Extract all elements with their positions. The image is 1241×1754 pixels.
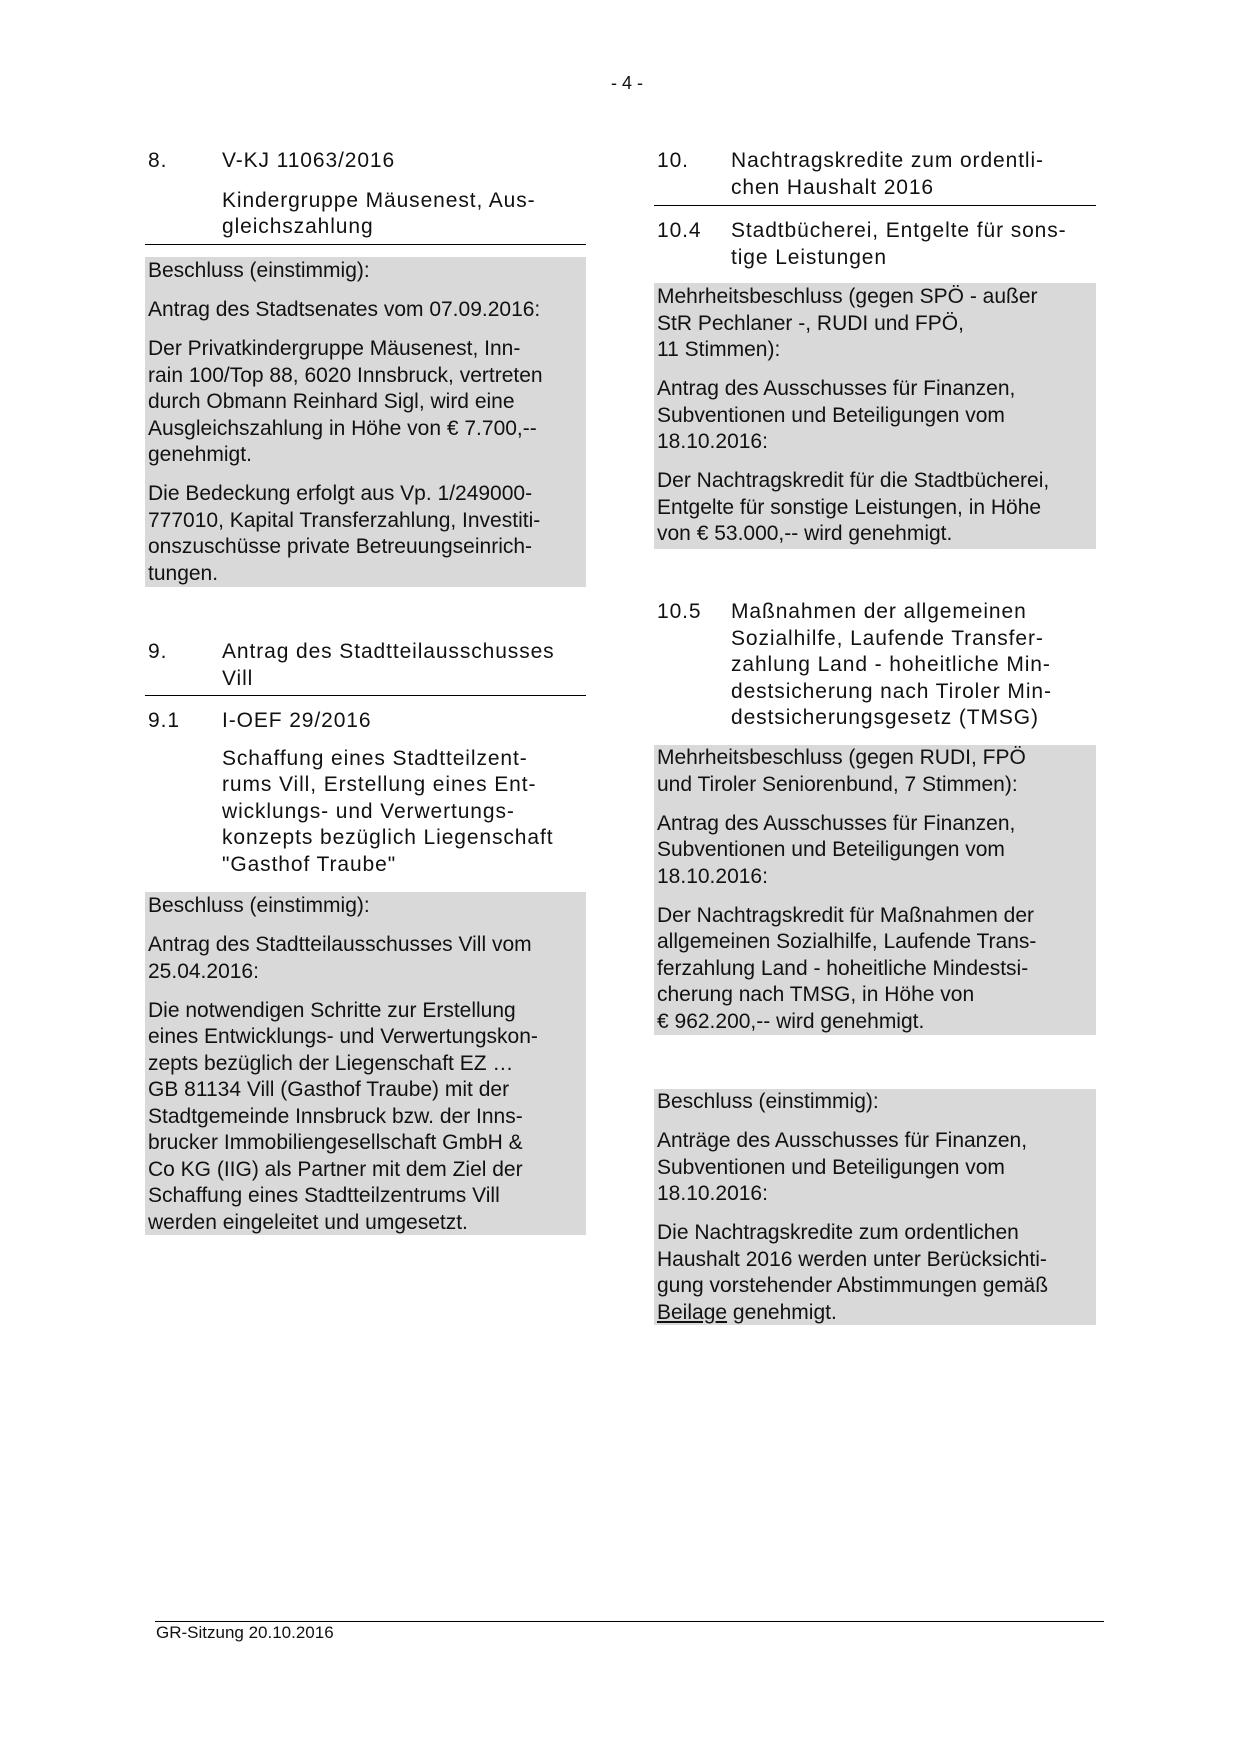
item-reference: V-KJ 11063/2016 <box>222 149 396 172</box>
item-number: 10. <box>657 149 689 172</box>
summary-resolution <box>654 1089 1096 1325</box>
item-10-heading <box>654 148 1096 201</box>
item-title: Nachtragskredite zum ordentli- chen Haushalt 2016 <box>731 149 1044 199</box>
coverage-text: Die Bedeckung erfolgt aus Vp. 1/249000- 777010, Kapital Transferzahlung, Investiti- onszuschüsse private Betreuungseinrich- tungen. <box>148 482 541 585</box>
divider <box>654 205 1096 206</box>
decision-label: Beschluss (einstimmig): <box>657 1090 879 1113</box>
item-title: Stadtbücherei, Entgelte für sons- tige Leistungen <box>731 219 1067 269</box>
item-10-4-resolution <box>654 283 1096 549</box>
item-title: Maßnahmen der allgemeinen Sozialhilfe, Laufende Transfer- zahlung Land - hoheitliche Min- destsicherung nach Tiroler Min- destsicherungsgesetz (TMSG) <box>731 600 1052 729</box>
item-number: 10.4 <box>657 219 702 242</box>
item-8-heading <box>145 148 586 241</box>
footer-divider <box>155 1621 1104 1622</box>
decision-label: Beschluss (einstimmig): <box>148 259 370 282</box>
item-title: Antrag des Stadtteilausschusses Vill <box>222 640 555 690</box>
item-9-1-resolution <box>145 892 586 1235</box>
decision-label: Mehrheitsbeschluss (gegen SPÖ - außer StR Pechlaner -, RUDI und FPÖ, 11 Stimmen): <box>657 285 1038 361</box>
item-10-4-heading <box>654 218 1096 271</box>
item-8-resolution <box>145 257 586 587</box>
divider <box>145 695 586 696</box>
resolution-text: Der Nachtragskredit für Maßnahmen der allgemeinen Sozialhilfe, Laufende Trans- ferzahlung Land - hoheitliche Mindestsi- cherung nach TMSG, in Höhe von € 962.200,-- wird genehmigt. <box>657 903 1037 1033</box>
item-title: Schaffung eines Stadtteilzent- rums Vill, Erstellung eines Ent- wicklungs- und Verwertungs- konzepts bezüglich Liegenschaft "Gasthof Traube" <box>222 746 554 876</box>
item-number: 10.5 <box>657 600 702 623</box>
item-number: 9. <box>148 640 168 663</box>
resolution-text: Der Nachtragskredit für die Stadtbücherei, Entgelte für sonstige Leistungen, in Höhe von € 53.000,-- wird genehmigt. <box>657 469 1050 545</box>
item-10-5-resolution <box>654 745 1096 1035</box>
motion-text: Antrag des Stadtsenates vom 07.09.2016: <box>148 298 541 321</box>
resolution-text: Die notwendigen Schritte zur Erstellung eines Entwicklungs- und Verwertungskon- zepts bezüglich der Liegenschaft EZ … GB 81134 Vill (Gasthof Traube) mit der Stadtgemeinde Innsbruck bzw. der Inns- brucker Immobiliengesellschaft GmbH & Co KG (IIG) als Partner mit dem Ziel der Schaffung eines Stadtteilzentrums Vill werden eingeleitet und umgesetzt. <box>148 998 538 1234</box>
item-number: 8. <box>148 149 168 172</box>
resolution-text: Der Privatkindergruppe Mäusenest, Inn- rain 100/Top 88, 6020 Innsbruck, vertreten durch Obmann Reinhard Sigl, wird eine Ausgleichszahlung in Höhe von € 7.700,-- genehmigt. <box>148 337 543 466</box>
item-10-5-heading <box>654 599 1096 732</box>
divider <box>145 244 586 245</box>
item-reference: I-OEF 29/2016 <box>222 709 372 732</box>
item-title: Kindergruppe Mäusenest, Aus- gleichszahlung <box>222 188 536 238</box>
motion-text: Antrag des Stadtteilausschusses Vill vom 25.04.2016: <box>148 933 532 983</box>
page-number: - 4 - <box>610 73 643 93</box>
item-9-heading <box>145 639 586 692</box>
decision-label: Mehrheitsbeschluss (gegen RUDI, FPÖ und Tiroler Seniorenbund, 7 Stimmen): <box>657 746 1026 796</box>
motion-text: Antrag des Ausschusses für Finanzen, Subventionen und Beteiligungen vom 18.10.2016: <box>657 377 1016 453</box>
motion-text: Anträge des Ausschusses für Finanzen, Subventionen und Beteiligungen vom 18.10.2016: <box>657 1129 1028 1205</box>
resolution-text-body: Die Nachtragskredite zum ordentlichen Haushalt 2016 werden unter Berücksichti- gung vorstehender Abstimmungen gemäß <box>657 1221 1049 1297</box>
item-number: 9.1 <box>148 709 180 732</box>
footer-session: GR-Sitzung 20.10.2016 <box>156 1623 334 1642</box>
resolution-text <box>657 1220 1093 1326</box>
item-9-1-heading <box>145 708 586 878</box>
attachment-link[interactable]: Beilage <box>657 1300 728 1324</box>
decision-label: Beschluss (einstimmig): <box>148 894 370 917</box>
resolution-text-end: genehmigt. <box>727 1300 837 1324</box>
motion-text: Antrag des Ausschusses für Finanzen, Subventionen und Beteiligungen vom 18.10.2016: <box>657 811 1016 888</box>
